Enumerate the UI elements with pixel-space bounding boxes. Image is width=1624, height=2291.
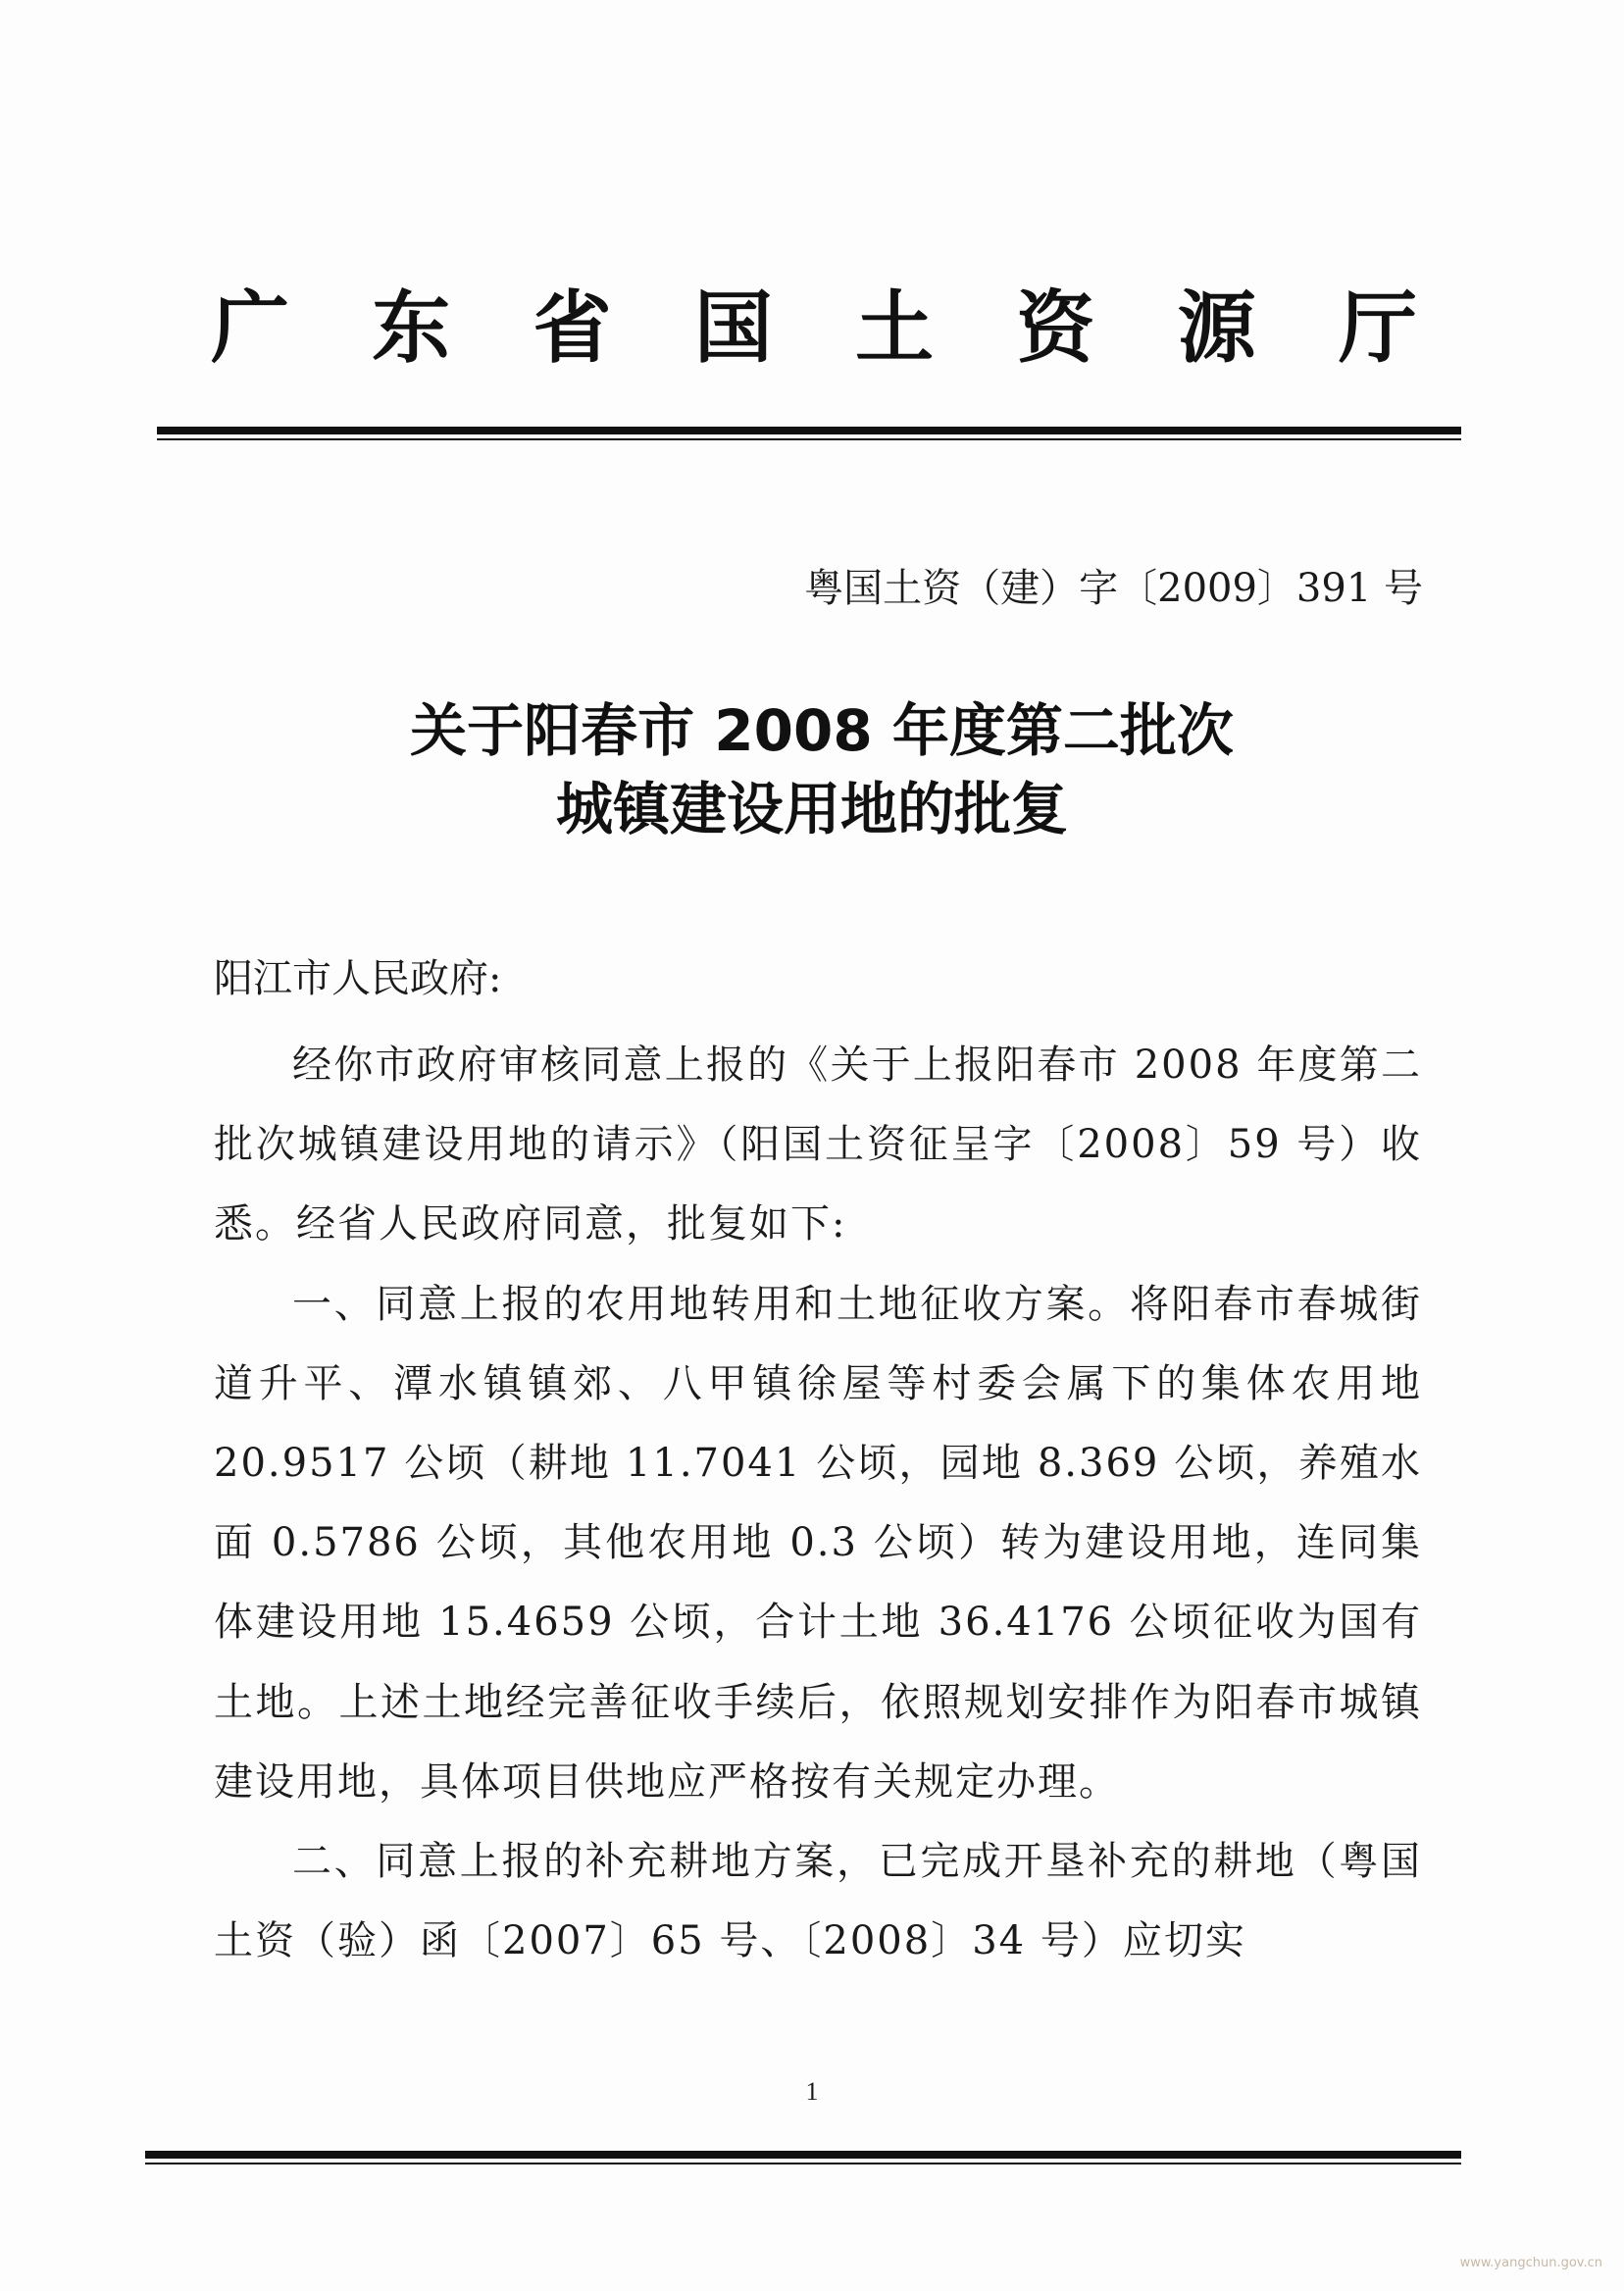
body-paragraph: 一、同意上报的农用地转用和土地征收方案。将阳春市春城街道升平、潭水镇镇郊、八甲镇徐屋等村委会属下的集体农用地 20.9517 公顷（耕地 11.7041 公顷，园地 8.369 公顷，养殖水面 0.5786 公顷，其他农用地 0.3 公顷）转为建设用地，连同集体建设用地 15.4659 公顷，合计土地 36.4176 公顷征收为国有土地。上述土地经完善征收手续后，依照规划安排作为阳春市城镇建设用地，具体项目供地应严格按有关规定办理。	[214, 1281, 1422, 1805]
salutation: 阳江市人民政府:	[214, 956, 502, 1001]
site-watermark: www.yangchun.gov.cn	[1459, 2256, 1602, 2270]
agency-char: 省	[533, 282, 612, 374]
title-line-2: 城镇建设用地的批复	[555, 776, 1068, 842]
header-divider	[157, 427, 1461, 440]
body-paragraph: 经你市政府审核同意上报的《关于上报阳春市 2008 年度第二批次城镇建设用地的请示》（阳国土资征呈字〔2008〕59 号）收悉。经省人民政府同意，批复如下:	[214, 1043, 1422, 1247]
document-title	[0, 691, 1624, 848]
agency-char: 广	[211, 282, 289, 374]
title-line-1: 关于阳春市 2008 年度第二批次	[410, 697, 1234, 764]
agency-char: 土	[855, 282, 935, 374]
document-body	[214, 1026, 1422, 1981]
document-number: 粤国土资（建）字〔2009〕391 号	[804, 566, 1423, 611]
footer-divider	[145, 2151, 1461, 2164]
agency-name-header	[211, 275, 1417, 382]
agency-char: 源	[1177, 282, 1256, 374]
agency-char: 资	[1016, 282, 1095, 374]
agency-char: 厅	[1338, 282, 1417, 374]
body-paragraph: 二、同意上报的补充耕地方案，已完成开垦补充的耕地（粤国土资（验）函〔2007〕65 号、〔2008〕34 号）应切实	[214, 1839, 1422, 1964]
agency-char: 东	[372, 282, 451, 374]
agency-char: 国	[693, 282, 773, 374]
page-number: 1	[805, 2077, 819, 2106]
